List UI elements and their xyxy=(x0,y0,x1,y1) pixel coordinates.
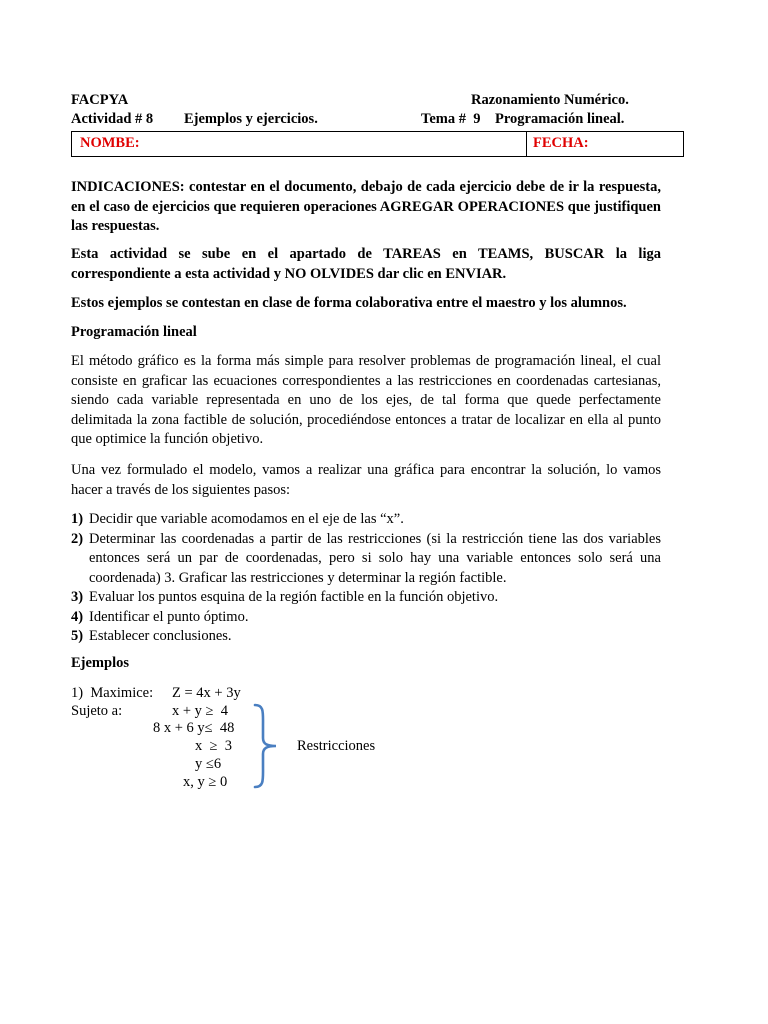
restrictions-label: Restricciones xyxy=(297,738,376,754)
list-item: 2) Determinar las coordenadas a partir de las restricciones (si la restricción tiene las dos variables entonces será un par de coordenadas, pero si solo hay una variable entonces solo será una coordenada) 3. Graficar las restricciones y determinar la región factible. xyxy=(71,530,661,586)
section-title: Programación lineal xyxy=(71,324,197,340)
date-label: FECHA: xyxy=(533,135,589,151)
list-item: 1) Decidir que variable acomodamos en el eje de las “x”. xyxy=(71,511,404,527)
institution-name: FACPYA xyxy=(71,92,129,108)
class-note: Estos ejemplos se contestan en clase de forma colaborativa entre el maestro y los alumnos. xyxy=(71,295,627,311)
steps-intro: Una vez formulado el modelo, vamos a realizar una gráfica para encontrar la solución, lo vamos hacer a través de los siguientes pasos: xyxy=(71,462,661,498)
box-divider xyxy=(526,132,527,156)
steps-list xyxy=(71,510,661,647)
constraint-1: x + y ≥ 4 xyxy=(172,703,229,719)
list-item: 3) Evaluar los puntos esquina de la región factible en la función objetivo. xyxy=(71,589,499,605)
constraint-2: 8 x + 6 y≤ 48 xyxy=(153,720,235,736)
constraint-5: x, y ≥ 0 xyxy=(183,774,228,790)
course-name: Razonamiento Numérico. xyxy=(471,92,629,108)
list-item: 4) Identificar el punto óptimo. xyxy=(71,608,249,625)
activity-title: Ejemplos y ejercicios. xyxy=(184,111,318,127)
method-description: El método gráfico es la forma más simple para resolver problemas de programación lineal, el cual consiste en graficar las ecuaciones correspondientes a las restricciones en coordenadas cartesianas, siendo cada variable representada en uno de los ejes, de tal forma que quede perfectamente delimitada la zona factible de solución, procediéndose entonces a tratar de localizar en ella al punto que optimice la función objetivo. xyxy=(71,353,661,447)
list-item: 5) Establecer conclusiones. xyxy=(71,628,232,644)
activity-number: Actividad # 8 xyxy=(71,111,154,127)
examples-title: Ejemplos xyxy=(71,655,129,671)
name-label: NOMBE: xyxy=(80,135,140,151)
example-label: 1) Maximice: xyxy=(71,685,154,701)
constraint-4: y ≤6 xyxy=(195,756,222,772)
topic-number: Tema # 9 xyxy=(421,111,481,127)
name-date-box[interactable] xyxy=(71,131,684,157)
subject-to-label: Sujeto a: xyxy=(71,703,123,719)
submission-paragraph: Esta actividad se sube en el apartado de TAREAS en TEAMS, BUSCAR la liga correspondiente a esta actividad y NO OLVIDES dar clic en ENVIAR. xyxy=(71,246,661,282)
instructions-paragraph: INDICACIONES: contestar en el documento, debajo de cada ejercicio debe de ir la respuesta, en el caso de ejercicios que requieren operaciones AGREGAR OPERACIONES que justifiquen las respuestas. xyxy=(71,179,661,234)
topic-title: Programación lineal. xyxy=(495,111,625,127)
constraint-3: x ≥ 3 xyxy=(195,738,232,754)
curly-brace-icon xyxy=(250,702,284,790)
objective-function: Z = 4x + 3y xyxy=(172,685,241,701)
